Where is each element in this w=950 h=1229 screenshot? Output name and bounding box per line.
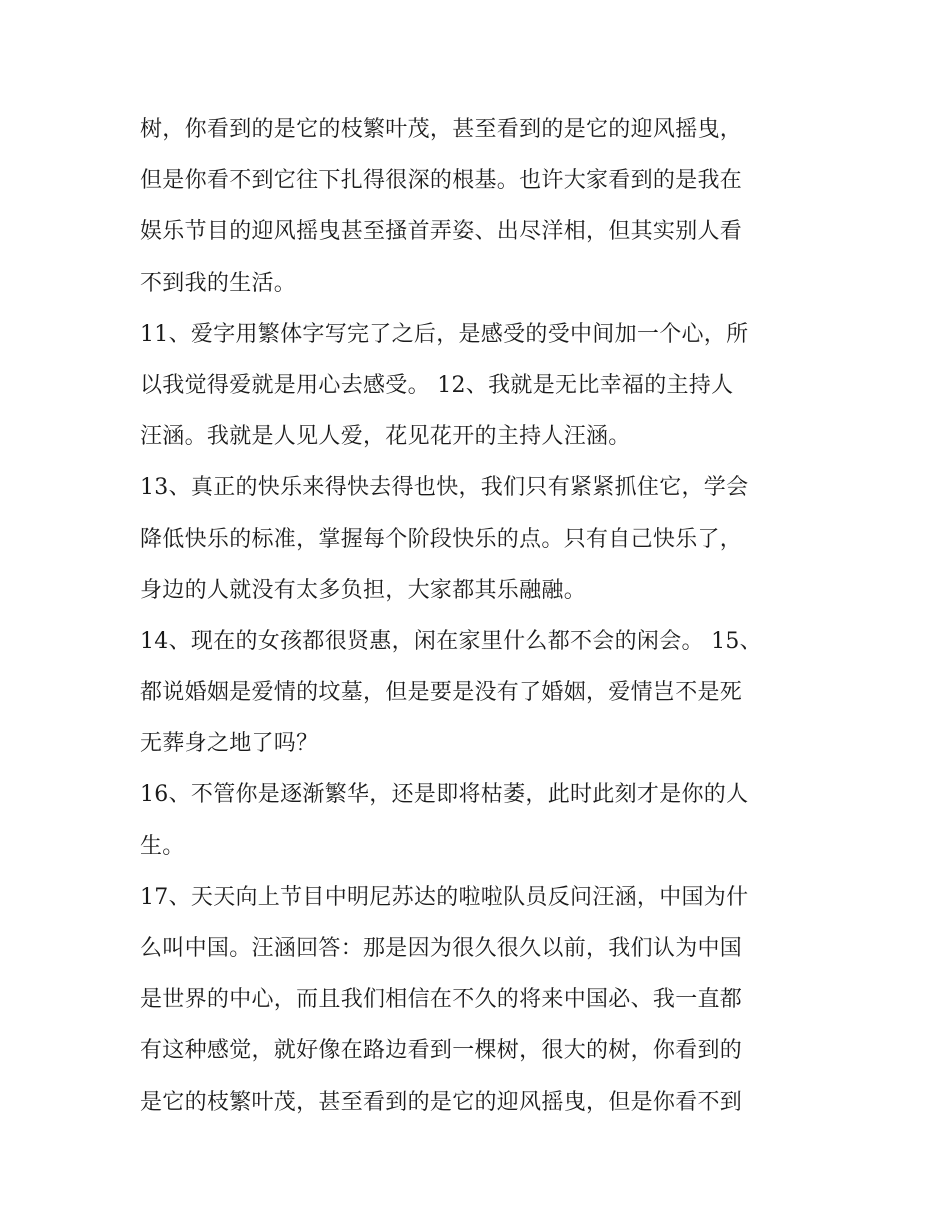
text-line: 有这种感觉，就好像在路边看到一棵树，很大的树，你看到的 xyxy=(140,1038,743,1064)
text-line: 降低快乐的标准，掌握每个阶段快乐的点。只有自己快乐了， xyxy=(140,526,743,552)
text-line: 不到我的生活。 xyxy=(140,270,297,296)
text-line: 16、不管你是逐渐繁华，还是即将枯萎，此时此刻才是你的人 xyxy=(140,782,749,808)
text-line: 身边的人就没有太多负担，大家都其乐融融。 xyxy=(140,577,587,603)
text-line: 汪涵。我就是人见人爱，花见花开的主持人汪涵。 xyxy=(140,424,631,450)
text-line: 树，你看到的是它的枝繁叶茂，甚至看到的是它的迎风摇曳， xyxy=(140,117,743,142)
text-line: 无葬身之地了吗？ xyxy=(140,731,319,757)
text-line: 11、爱字用繁体字写完了之后，是感受的受中间加一个心，所 xyxy=(140,321,749,347)
text-line: 都说婚姻是爱情的坟墓，但是要是没有了婚姻，爱情岂不是死 xyxy=(140,680,743,706)
text-line: 但是你看不到它往下扎得很深的根基。也许大家看到的是我在 xyxy=(140,168,743,194)
text-line: 么叫中国。汪涵回答：那是因为很久很久以前，我们认为中国 xyxy=(140,936,743,961)
text-line: 以我觉得爱就是用心去感受。 12、我就是无比幸福的主持人 xyxy=(140,372,734,398)
text-line: 是世界的中心，而且我们相信在不久的将来中国必、我一直都 xyxy=(140,987,743,1013)
text-line: 17、天天向上节目中明尼苏达的啦啦队员反问汪涵，中国为什 xyxy=(140,884,749,910)
text-line: 是它的枝繁叶茂，甚至看到的是它的迎风摇曳，但是你看不到 xyxy=(140,1089,743,1115)
text-line: 娱乐节目的迎风摇曳甚至搔首弄姿、出尽洋相，但其实别人看 xyxy=(140,219,743,245)
text-line: 13、真正的快乐来得快去得也快，我们只有紧紧抓住它，学会 xyxy=(140,475,749,501)
body-text xyxy=(140,104,820,1128)
text-line: 14、现在的女孩都很贤惠，闲在家里什么都不会的闲会。 15、 xyxy=(140,628,762,654)
text-line: 生。 xyxy=(140,833,185,859)
